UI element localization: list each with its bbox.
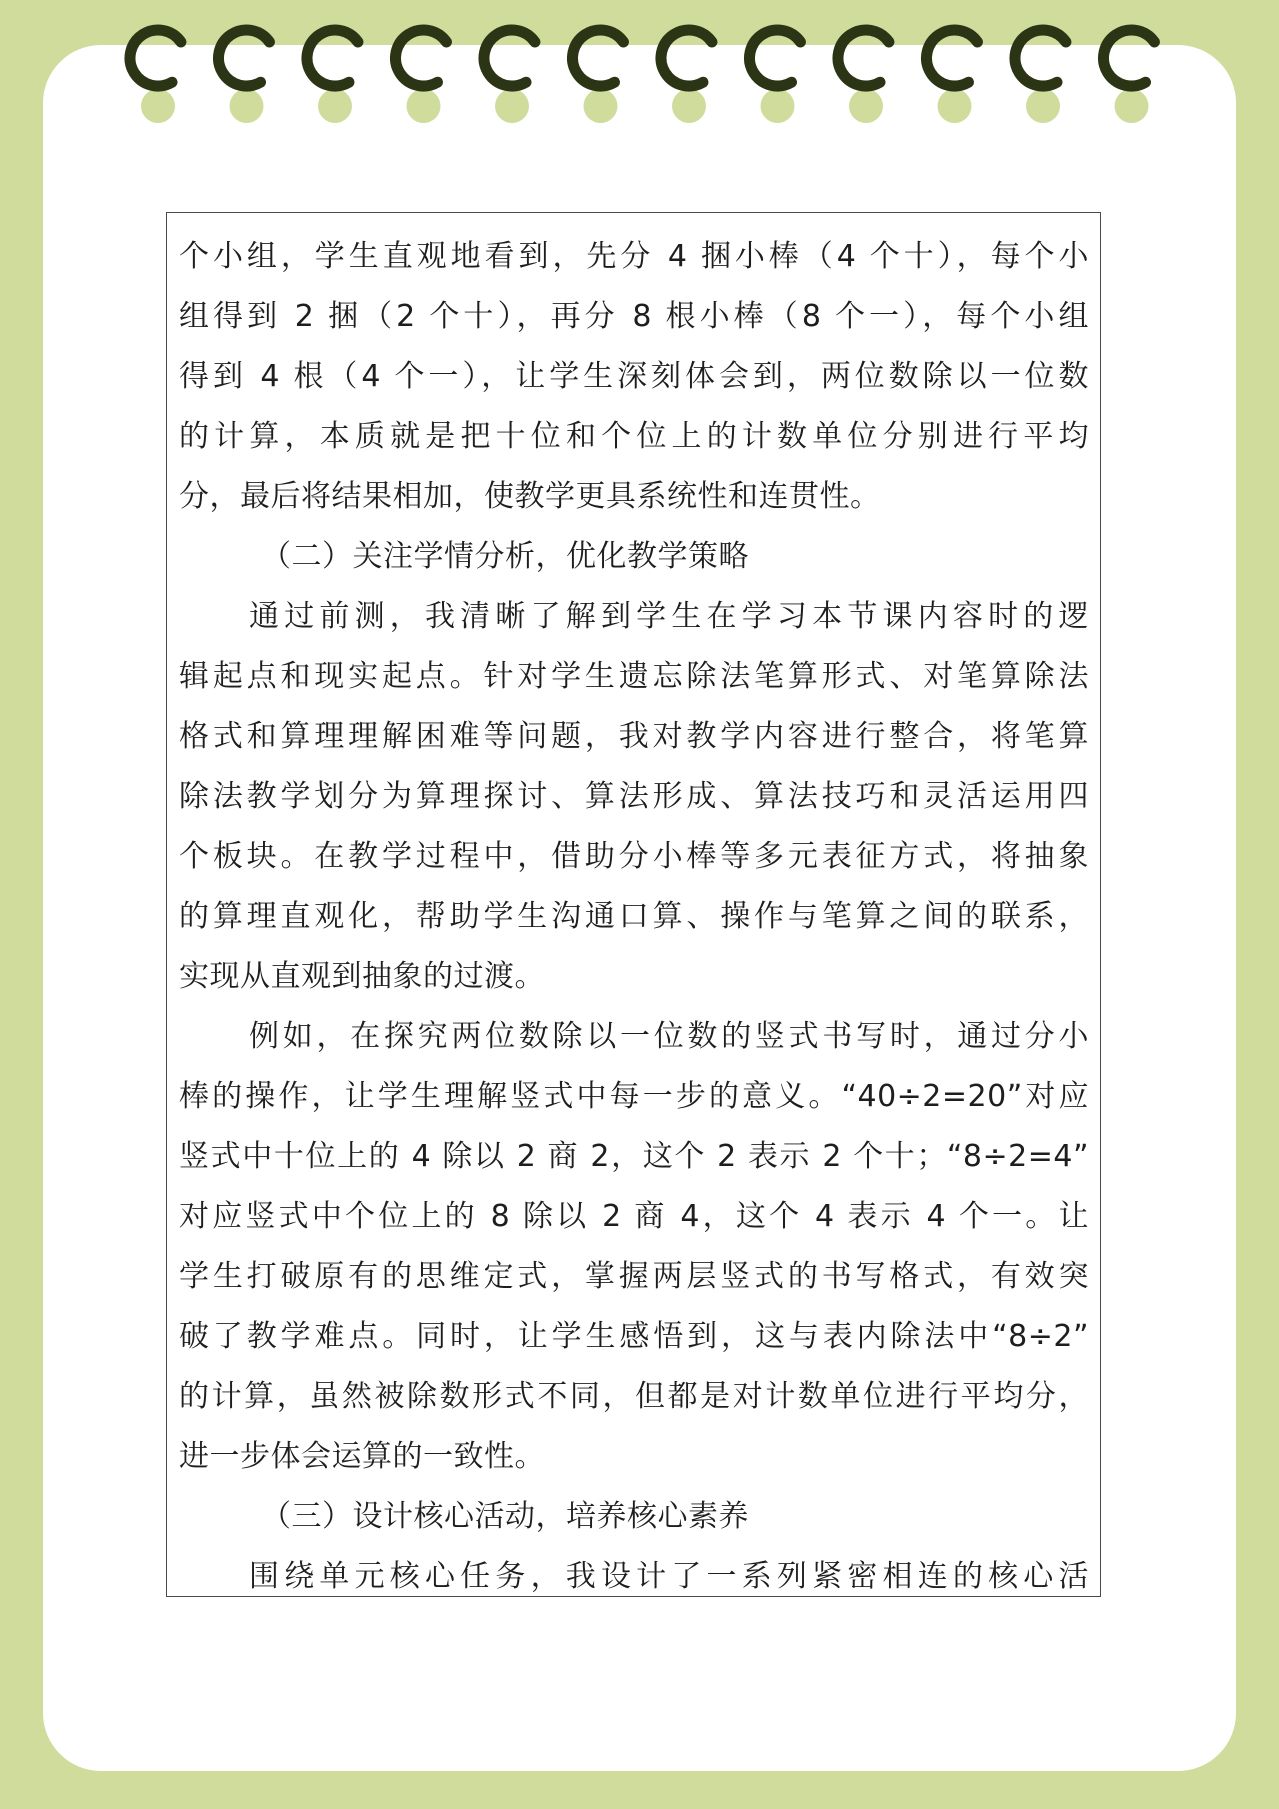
- binding-hole: [495, 89, 529, 123]
- binding-ring: [573, 30, 624, 86]
- binding-ring: [484, 30, 535, 86]
- binding-hole: [849, 89, 883, 123]
- text-line-7: 通过前测，我清晰了解到学生在学习本节课内容时的逻: [249, 599, 1089, 634]
- text-line-16: 竖式中十位上的 4 除以 2 商 2，这个 2 表示 2 个十；“8÷2=4”: [179, 1139, 1089, 1174]
- binding-ring: [927, 30, 978, 86]
- binding-ring: [661, 30, 712, 86]
- text-line-11: 个板块。在教学过程中，借助分小棒等多元表征方式，将抽象: [179, 839, 1089, 874]
- binding-hole: [407, 89, 441, 123]
- binding-ring: [219, 30, 270, 86]
- text-line-10: 除法教学划分为算理探讨、算法形成、算法技巧和灵活运用四: [179, 779, 1089, 814]
- binding-hole: [672, 89, 706, 123]
- text-line-17: 对应竖式中个位上的 8 除以 2 商 4，这个 4 表示 4 个一。让: [179, 1199, 1089, 1234]
- binding-ring: [1015, 30, 1066, 86]
- binding-hole: [141, 89, 175, 123]
- binding-hole: [230, 89, 264, 123]
- text-line-14: 例如，在探究两位数除以一位数的竖式书写时，通过分小: [249, 1019, 1089, 1054]
- section-heading-3: （三）设计核心活动，培养核心素养: [261, 1499, 749, 1534]
- spiral-binding: [0, 0, 1279, 140]
- text-line-23: 围绕单元核心任务，我设计了一系列紧密相连的核心活: [249, 1559, 1089, 1594]
- text-line-5: 分，最后将结果相加，使教学更具系统性和连贯性。: [179, 479, 881, 514]
- text-line-4: 的计算，本质就是把十位和个位上的计数单位分别进行平均: [179, 419, 1089, 454]
- text-line-1: 个小组，学生直观地看到，先分 4 捆小棒（4 个十），每个小: [179, 239, 1089, 274]
- binding-hole: [1026, 89, 1060, 123]
- section-heading-2: （二）关注学情分析，优化教学策略: [261, 539, 749, 574]
- text-line-13: 实现从直观到抽象的过渡。: [179, 959, 545, 994]
- binding-ring: [1104, 30, 1155, 86]
- text-line-8: 辑起点和现实起点。针对学生遗忘除法笔算形式、对笔算除法: [179, 659, 1089, 694]
- binding-ring: [838, 30, 889, 86]
- text-line-19: 破了教学难点。同时，让学生感悟到，这与表内除法中“8÷2”: [179, 1319, 1089, 1354]
- binding-hole: [1115, 89, 1149, 123]
- text-line-9: 格式和算理理解困难等问题，我对教学内容进行整合，将笔算: [179, 719, 1089, 754]
- binding-ring: [750, 30, 801, 86]
- binding-hole: [761, 89, 795, 123]
- text-line-3: 得到 4 根（4 个一），让学生深刻体会到，两位数除以一位数: [179, 359, 1089, 394]
- text-line-20: 的计算，虽然被除数形式不同，但都是对计数单位进行平均分，: [179, 1379, 1089, 1414]
- binding-ring: [130, 30, 181, 86]
- document-text-box: [166, 212, 1101, 1597]
- binding-hole: [318, 89, 352, 123]
- text-line-21: 进一步体会运算的一致性。: [179, 1439, 545, 1474]
- binding-ring: [396, 30, 447, 86]
- text-line-15: 棒的操作，让学生理解竖式中每一步的意义。“40÷2=20”对应: [179, 1079, 1089, 1114]
- binding-hole: [584, 89, 618, 123]
- text-line-18: 学生打破原有的思维定式，掌握两层竖式的书写格式，有效突: [179, 1259, 1089, 1294]
- binding-ring: [307, 30, 358, 86]
- text-line-2: 组得到 2 捆（2 个十），再分 8 根小棒（8 个一），每个小组: [179, 299, 1089, 334]
- binding-hole: [938, 89, 972, 123]
- text-line-12: 的算理直观化，帮助学生沟通口算、操作与笔算之间的联系，: [179, 899, 1089, 934]
